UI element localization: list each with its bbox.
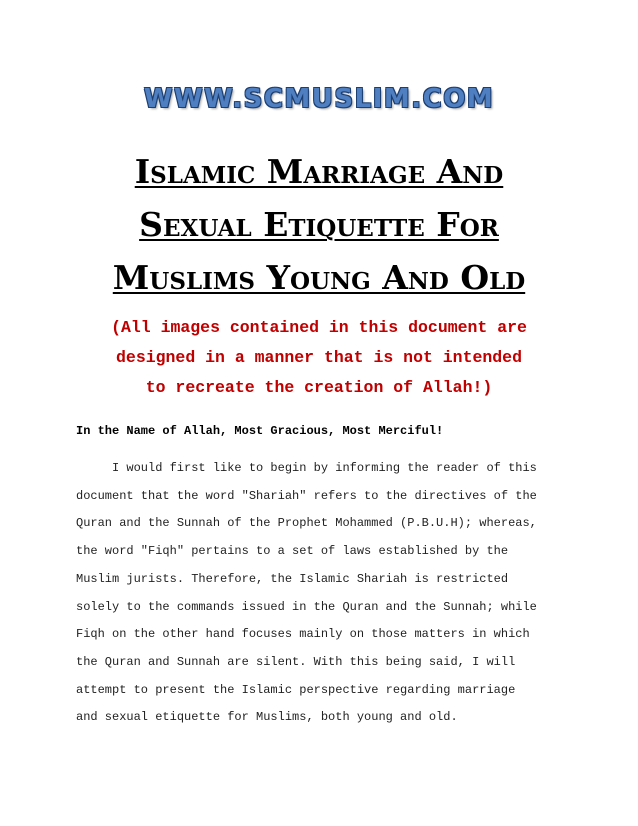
site-url-banner: WWW.SCMUSLIM.COM xyxy=(143,84,495,114)
body-paragraph xyxy=(76,455,576,732)
body-line: Muslim jurists. Therefore, the Islamic Shariah is restricted xyxy=(76,571,509,586)
disclaimer-line: to recreate the creation of Allah!) xyxy=(145,378,493,397)
body-line: the Quran and Sunnah are silent. With this being said, I will xyxy=(76,654,516,669)
disclaimer-line: (All images contained in this document are xyxy=(111,318,527,337)
body-line: solely to the commands issued in the Quran and the Sunnah; while xyxy=(76,599,537,614)
body-line: and sexual etiquette for Muslims, both young and old. xyxy=(76,710,458,725)
greeting-line: In the Name of Allah, Most Gracious, Most Merciful! xyxy=(76,424,444,438)
disclaimer-line: designed in a manner that is not intended xyxy=(116,348,522,367)
body-line: I would first like to begin by informing the reader of this xyxy=(112,461,537,475)
image-disclaimer xyxy=(80,313,558,403)
title-line: Muslims Young And Old xyxy=(112,258,526,297)
body-line: attempt to present the Islamic perspective regarding marriage xyxy=(76,682,516,697)
body-line: document that the word "Shariah" refers to the directives of the xyxy=(76,488,537,503)
body-line: Quran and the Sunnah of the Prophet Mohammed (P.B.U.H); whereas, xyxy=(76,516,537,531)
title-line: Islamic Marriage And xyxy=(134,152,504,191)
document-title xyxy=(0,145,638,304)
title-line: Sexual Etiquette For xyxy=(139,205,499,244)
body-line: Fiqh on the other hand focuses mainly on those matters in which xyxy=(76,627,530,642)
body-line: the word "Fiqh" pertains to a set of laws established by the xyxy=(76,544,509,559)
